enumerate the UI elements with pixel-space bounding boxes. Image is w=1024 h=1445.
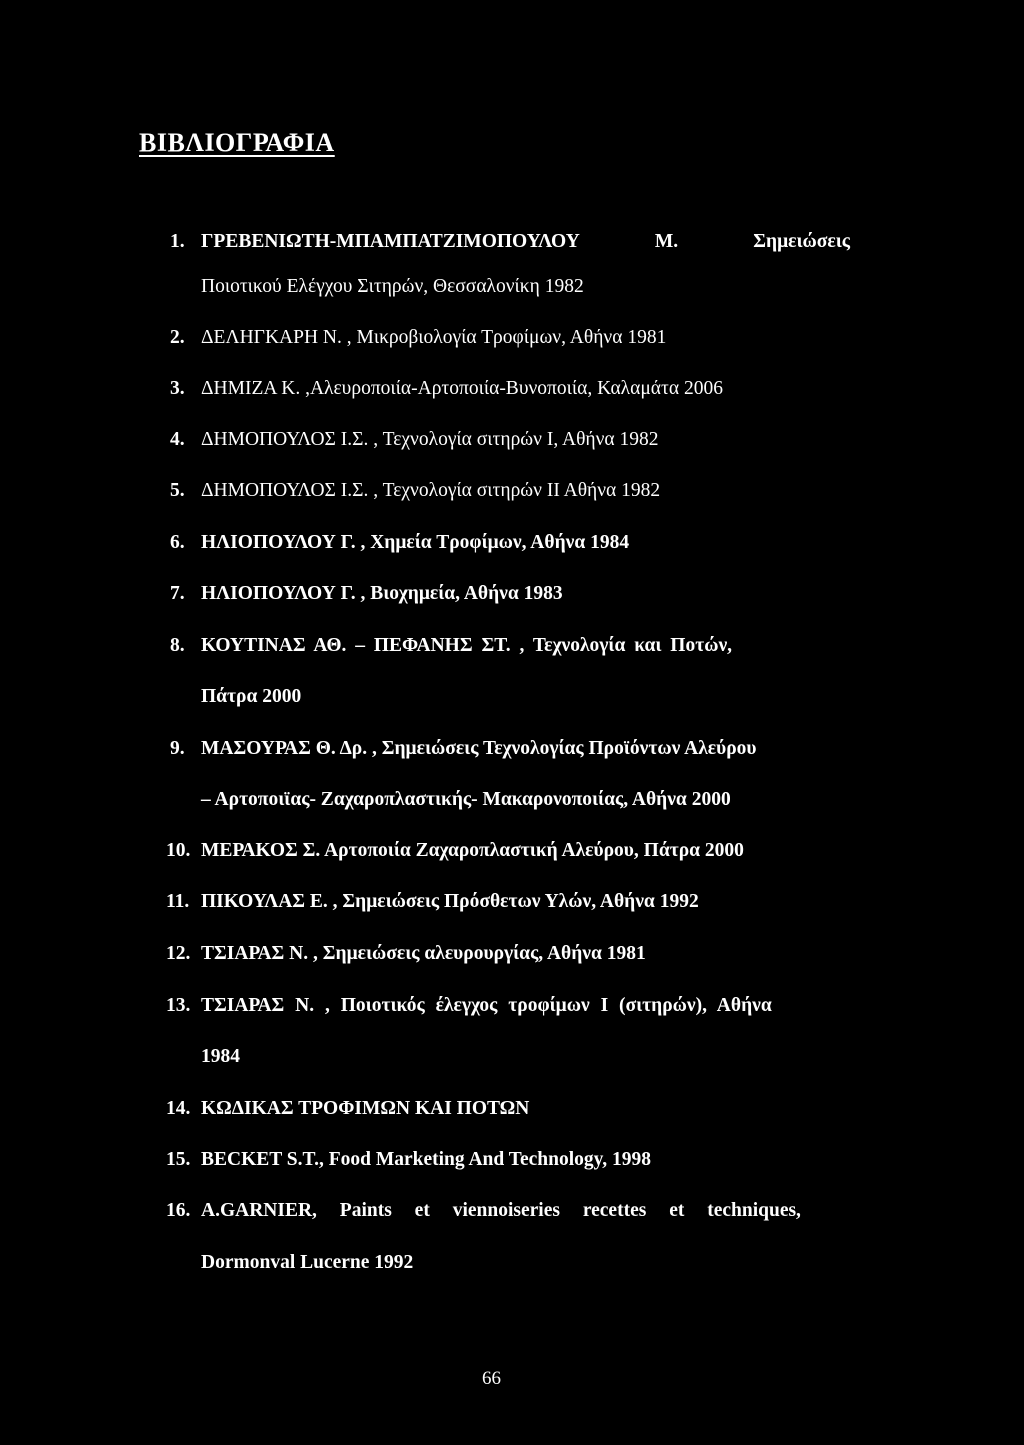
page-number: 66	[482, 1368, 501, 1389]
entry-7-number: 7.	[170, 583, 185, 604]
entry-7-text: ΗΛΙΟΠΟΥΛΟΥ Γ. , Βιοχημεία, Αθήνα 1983	[201, 583, 563, 604]
entry-10-number: 10.	[166, 840, 191, 861]
entry-12-text: ΤΣΙΑΡΑΣ Ν. , Σημειώσεις αλευρουργίας, Αθήνα 1981	[201, 943, 646, 964]
entry-10-text: ΜΕΡΑΚΟΣ Σ. Αρτοποιία Ζαχαροπλαστική Αλεύρου, Πάτρα 2000	[201, 840, 744, 861]
entry-3-text: ΔΗΜΙΖΑ Κ. ,Αλευροποιία-Αρτοποιία-Βυνοποιία, Καλαμάτα 2006	[201, 378, 723, 399]
entry-9-text: ΜΑΣΟΥΡΑΣ Θ. Δρ. , Σημειώσεις Τεχνολογίας Προϊόντων Αλεύρου	[201, 738, 757, 759]
entry-1-title-start: Σημειώσεις	[753, 231, 850, 252]
entry-1-continuation: Ποιοτικού Ελέγχου Σιτηρών, Θεσσαλονίκη 1982	[201, 276, 584, 297]
entry-9-number: 9.	[170, 738, 185, 759]
entry-14-text: ΚΩΔΙΚΑΣ ΤΡΟΦΙΜΩΝ ΚΑΙ ΠΟΤΩΝ	[201, 1098, 530, 1119]
entry-16-number: 16.	[166, 1200, 191, 1221]
entry-2-number: 2.	[170, 327, 185, 348]
entry-11-text: ΠΙΚΟΥΛΑΣ Ε. , Σημειώσεις Πρόσθετων Υλών, Αθήνα 1992	[201, 891, 699, 912]
entry-15-text: BECKET S.T., Food Marketing And Technology, 1998	[201, 1149, 652, 1170]
bibliography-heading: ΒΙΒΛΙΟΓΡΑΦΙΑ	[139, 128, 335, 157]
entry-13-text: ΤΣΙΑΡΑΣ Ν. , Ποιοτικός έλεγχος τροφίμων Ι (σιτηρών), Αθήνα	[201, 995, 772, 1016]
entry-8-number: 8.	[170, 635, 185, 656]
entry-13-continuation: 1984	[201, 1046, 240, 1067]
entry-11-number: 11.	[166, 891, 190, 912]
entry-9-continuation: – Αρτοποιϊας- Ζαχαροπλαστικής- Μακαρονοποιίας, Αθήνα 2000	[201, 789, 731, 810]
entry-5-text: ΔΗΜΟΠΟΥΛΟΣ Ι.Σ. , Τεχνολογία σιτηρών ΙΙ Αθήνα 1982	[201, 480, 661, 501]
entry-4-text: ΔΗΜΟΠΟΥΛΟΣ Ι.Σ. , Τεχνολογία σιτηρών Ι, Αθήνα 1982	[201, 429, 659, 450]
entry-6-text: ΗΛΙΟΠΟΥΛΟΥ Γ. , Χημεία Τροφίμων, Αθήνα 1984	[201, 532, 630, 553]
entry-12-number: 12.	[166, 943, 191, 964]
entry-16-text: A.GARNIER, Paints et viennoiseries recettes et techniques,	[201, 1200, 801, 1221]
entry-13-number: 13.	[166, 995, 191, 1016]
entry-16-continuation: Dormonval Lucerne 1992	[201, 1252, 414, 1273]
entry-1-number: 1.	[170, 231, 185, 252]
entry-14-number: 14.	[166, 1098, 191, 1119]
entry-6-number: 6.	[170, 532, 185, 553]
entry-5-number: 5.	[170, 480, 185, 501]
entry-4-number: 4.	[170, 429, 185, 450]
entry-1-line	[201, 232, 850, 252]
entry-8-continuation: Πάτρα 2000	[201, 686, 302, 707]
entry-1-initial: Μ.	[654, 231, 679, 252]
entry-8-text: ΚΟΥΤΙΝΑΣ ΑΘ. – ΠΕΦΑΝΗΣ ΣΤ. , Τεχνολογία και Ποτών,	[201, 635, 733, 656]
entry-3-number: 3.	[170, 378, 185, 399]
entry-1-author: ΓΡΕΒΕΝΙΩΤΗ-ΜΠΑΜΠΑΤΖΙΜΟΠΟΥΛΟΥ	[201, 231, 580, 252]
entry-15-number: 15.	[166, 1149, 191, 1170]
entry-2-text: ΔΕΛΗΓΚΑΡΗ Ν. , Μικροβιολογία Τροφίμων, Αθήνα 1981	[201, 327, 667, 348]
